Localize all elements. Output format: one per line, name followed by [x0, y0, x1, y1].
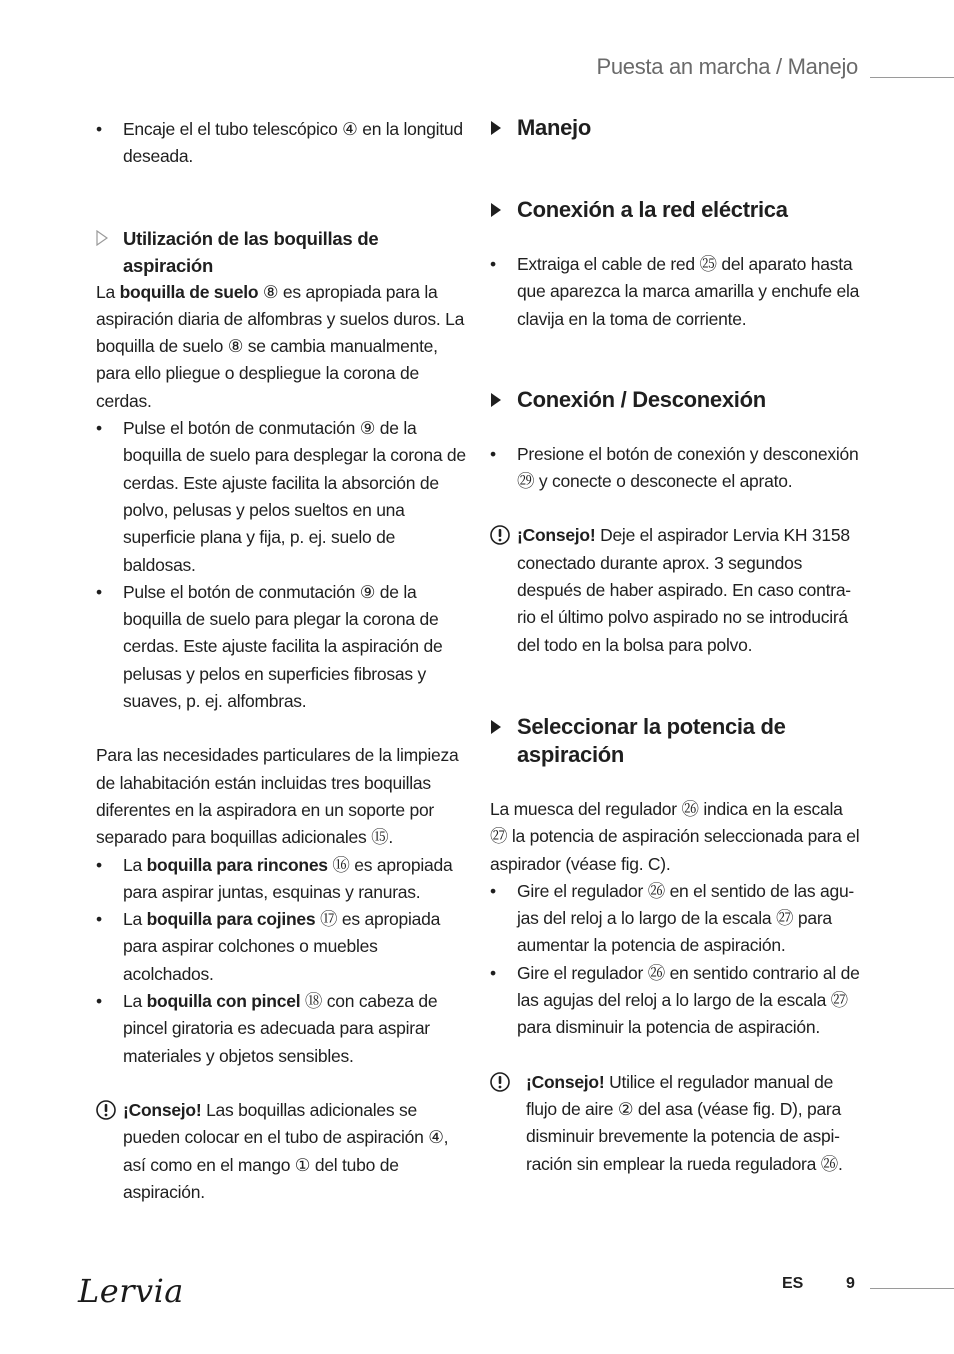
- outline-triangle-icon: [96, 230, 108, 246]
- section-heading-nozzles: Utilización de las boquillas de aspiración: [96, 225, 468, 279]
- left-column: [96, 116, 468, 1206]
- list-item: • Gire el regulador ㉖ en sentido contrario al de las agujas del reloj a lo largo de la escala ㉗ para disminuir la potencia de aspiración.: [490, 960, 862, 1042]
- list-item: • Pulse el botón de conmutación ⑨ de la boquilla de suelo para plegar la corona de cerdas. Este ajuste facilita la aspiración de pelusas y pelos en superficies fibrosas y suaves, p. ej. alfombras.: [96, 579, 468, 715]
- triangle-icon: [490, 202, 502, 218]
- triangle-icon: [490, 120, 502, 136]
- floor-nozzle-paragraph: La boquilla de suelo ⑧ es apropiada para la aspiración diaria de alfombras y suelos duros. La boquilla de suelo ⑧ se cambia manualmente, para ello pliegue o despliegue la corona de cerdas.: [96, 281, 465, 411]
- exclamation-icon: [490, 525, 510, 545]
- list-item: • Extraiga el cable de red ㉕ del aparato hasta que aparezca la marca amarilla y enchufe ela clavija en la toma de corriente.: [490, 251, 862, 333]
- triangle-icon: [490, 719, 502, 735]
- tip-note: ¡Consejo! Las boquillas adicionales se pueden colocar en el tubo de aspiración ④, así como en el mango ① del tubo de aspiración.: [96, 1097, 468, 1206]
- triangle-icon: [490, 392, 502, 408]
- list-item: • Gire el regulador ㉖ en el sentido de las agu-jas del reloj a lo largo de la escala ㉗ para aumentar la potencia de aspiración.: [490, 878, 862, 960]
- heading-connection-grid: Conexión a la red eléctrica: [490, 196, 862, 224]
- language-code: ES: [782, 1275, 804, 1292]
- extra-nozzles-paragraph: Para las necesidades particulares de la limpieza de lahabitación están incluidas tres boquillas diferentes en la aspiradora en un soporte por separado para boquillas adicionales ⑮.: [96, 745, 459, 848]
- intro-bullet: • Encaje el el tubo telescópico ④ en la longitud deseada.: [96, 116, 468, 171]
- page-number: 9: [846, 1275, 855, 1292]
- heading-suction-power: Seleccionar la potencia de aspiración: [490, 713, 817, 769]
- heading-on-off: Conexión / Desconexión: [490, 386, 862, 414]
- suction-power-paragraph: La muesca del regulador ㉖ indica en la escala ㉗ la potencia de aspiración seleccionada para el aspirador (véase fig. C).: [490, 798, 860, 874]
- exclamation-icon: [96, 1100, 116, 1120]
- heading-manejo: Manejo: [490, 114, 862, 142]
- footer-rule: [870, 1288, 954, 1289]
- tip-note: ¡Consejo! Utilice el regulador manual de flujo de aire ② del asa (véase fig. D), para disminuir brevemente la potencia de aspi-ración sin emplear la rueda reguladora ㉖.: [490, 1069, 862, 1178]
- header-rule: [870, 77, 954, 78]
- list-item: • Presione el botón de conexión y desconexión ㉙ y conecte o desconecte el aprato.: [490, 441, 862, 496]
- page-section-title: Puesta an marcha / Manejo: [596, 54, 858, 79]
- list-item: • La boquilla para cojines ⑰ es apropiada para aspirar colchones o muebles acolchados.: [96, 906, 468, 988]
- list-item: • La boquilla con pincel ⑱ con cabeza de pincel giratoria es adecuada para aspirar materiales y objetos sensibles.: [96, 988, 468, 1070]
- tip-note: ¡Consejo! Deje el aspirador Lervia KH 3158 conectado durante aprox. 3 segundos después de haber aspirado. En caso contra-rio el último polvo aspirado no se introducirá del todo en la bolsa para polvo.: [490, 522, 862, 658]
- list-item: • La boquilla para rincones ⑯ es apropiada para aspirar juntas, esquinas y ranuras.: [96, 852, 468, 907]
- exclamation-icon: [490, 1072, 510, 1092]
- list-item: • Pulse el botón de conmutación ⑨ de la boquilla de suelo para desplegar la corona de cerdas. Este ajuste facilita la absorción de polvo, pelusas y pelos sueltos en una superficie plana y fija, p. ej. suelo de baldosas.: [96, 415, 468, 579]
- right-column: [490, 114, 862, 1178]
- brand-logo: Lervia: [78, 1272, 184, 1310]
